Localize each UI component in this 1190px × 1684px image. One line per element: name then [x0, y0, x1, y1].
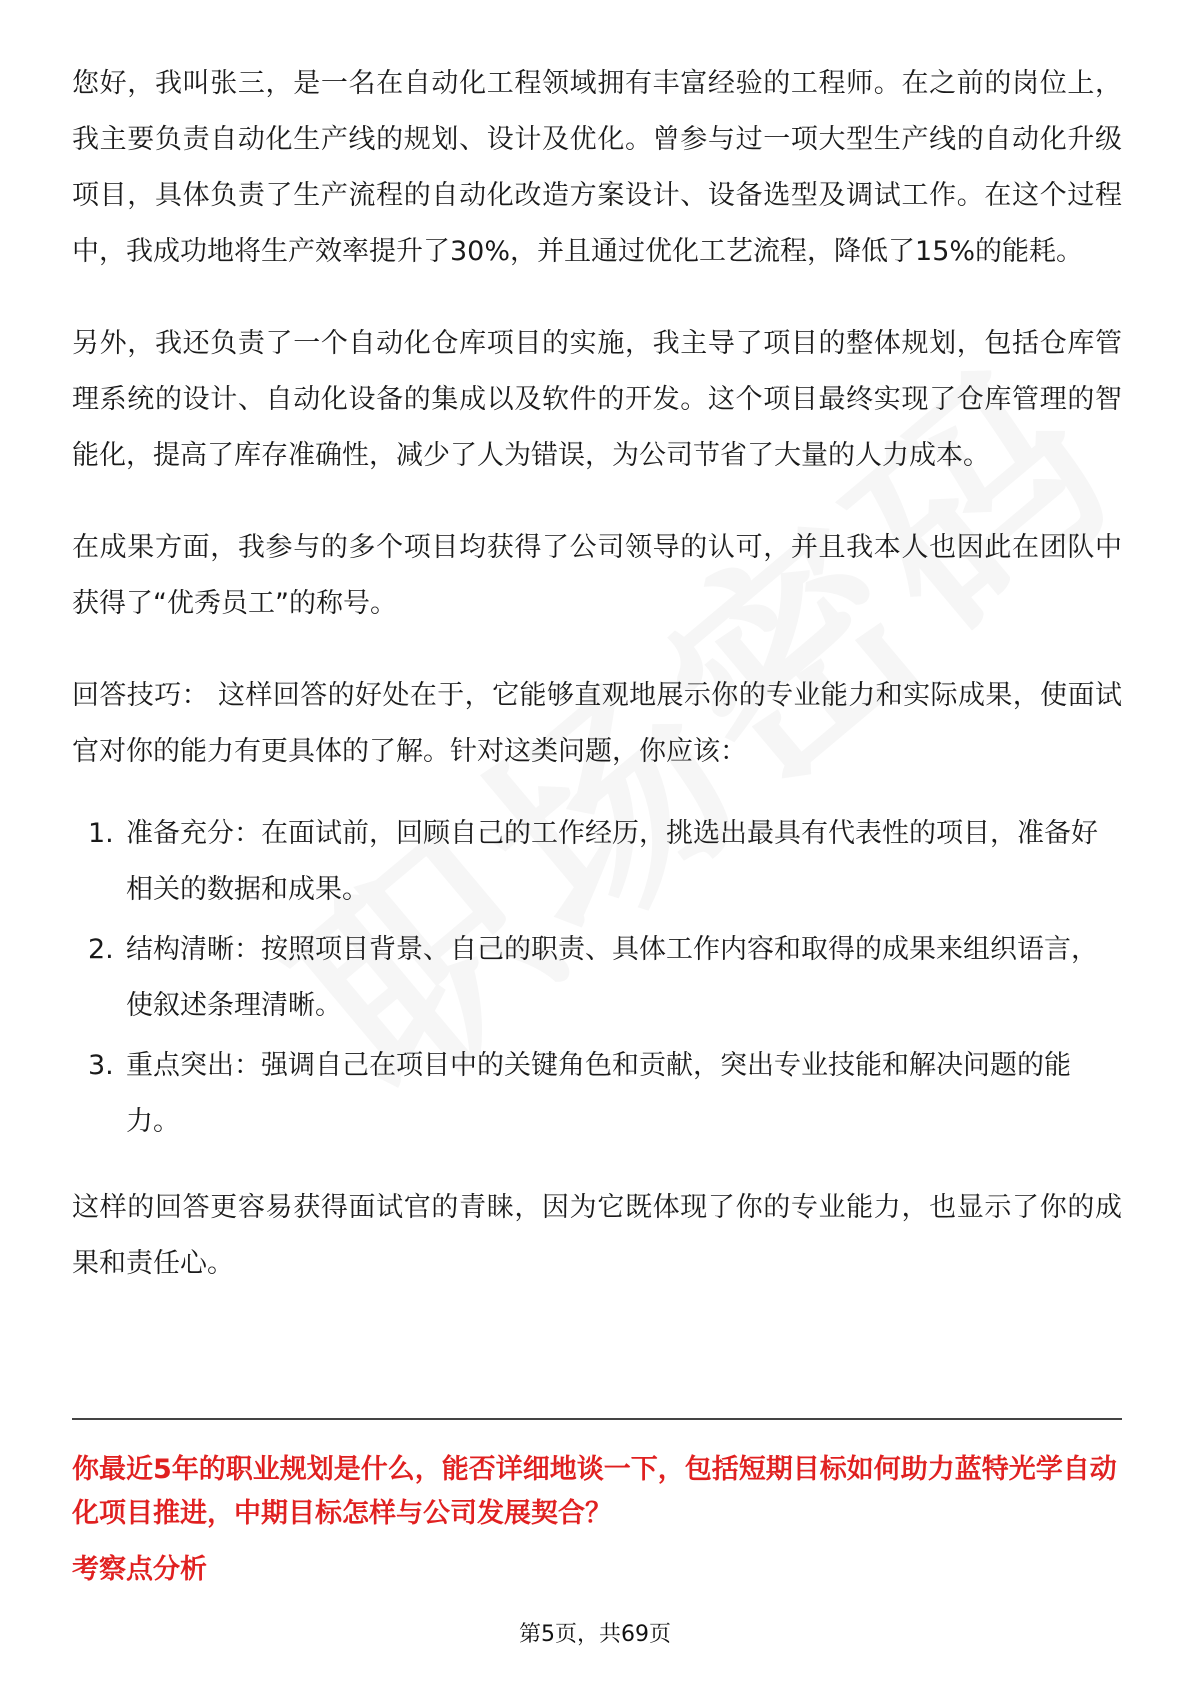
list-item-text: 结构清晰：按照项目背景、自己的职责、具体工作内容和取得的成果来组织语言，使叙述条理清晰。 [126, 934, 1098, 1021]
paragraph-warehouse-project: 另外，我还负责了一个自动化仓库项目的实施，我主导了项目的整体规划，包括仓库管理系统的设计、自动化设备的集成以及软件的开发。这个项目最终实现了仓库管理的智能化，提高了库存准确性，减少了人为错误，为公司节省了大量的人力成本。 [72, 328, 1122, 471]
section-divider [72, 1418, 1122, 1420]
list-item-text: 准备充分：在面试前，回顾自己的工作经历，挑选出最具有代表性的项目，准备好相关的数据和成果。 [126, 818, 1098, 905]
list-item-number: 1. [88, 818, 114, 849]
paragraph-achievements: 在成果方面，我参与的多个项目均获得了公司领导的认可，并且我本人也因此在团队中获得了“优秀员工”的称号。 [72, 532, 1122, 619]
list-item-number: 3. [88, 1050, 114, 1081]
list-item-number: 2. [88, 934, 114, 965]
list-item [72, 806, 1122, 918]
paragraph-answer-tips: 回答技巧： 这样回答的好处在于，它能够直观地展示你的专业能力和实际成果，使面试官对你的能力有更具体的了解。针对这类问题，你应该： [72, 680, 1122, 767]
list-item [72, 1038, 1122, 1150]
paragraph-conclusion: 这样的回答更容易获得面试官的青睐，因为它既体现了你的专业能力，也显示了你的成果和责任心。 [72, 1192, 1122, 1279]
list-item-text: 重点突出：强调自己在项目中的关键角色和贡献，突出专业技能和解决问题的能力。 [126, 1050, 1071, 1137]
tips-list [72, 806, 1122, 1150]
paragraph-intro: 您好，我叫张三，是一名在自动化工程领域拥有丰富经验的工程师。在之前的岗位上，我主要负责自动化生产线的规划、设计及优化。曾参与过一项大型生产线的自动化升级项目，具体负责了生产流程的自动化改造方案设计、设备选型及调试工作。在这个过程中，我成功地将生产效率提升了30%，并且通过优化工艺流程，降低了15%的能耗。 [72, 68, 1122, 267]
interview-question: 你最近5年的职业规划是什么，能否详细地谈一下，包括短期目标如何助力蓝特光学自动化项目推进，中期目标怎样与公司发展契合？ [72, 1454, 1117, 1529]
answer-body [72, 56, 1122, 1292]
list-item [72, 922, 1122, 1034]
section-heading: 考察点分析 [72, 1554, 207, 1585]
page-number: 第5页，共69页 [519, 1622, 671, 1647]
